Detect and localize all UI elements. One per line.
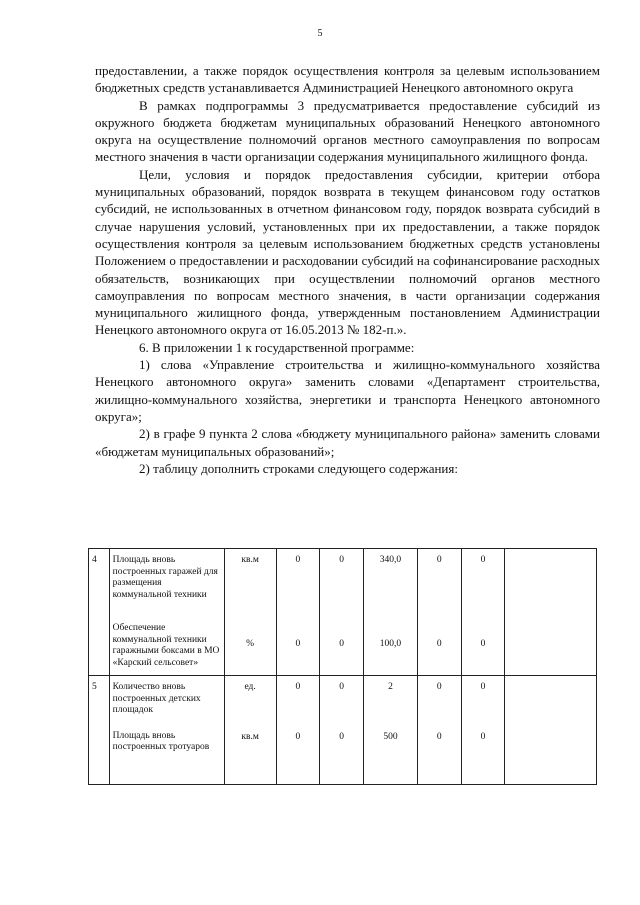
- unit: ед.: [244, 682, 256, 692]
- value-cell: [461, 676, 505, 785]
- value: 0: [436, 682, 442, 692]
- unit: кв.м: [241, 731, 259, 742]
- value: 0: [436, 731, 442, 742]
- paragraph-3: Цели, условия и порядок предоставления субсидии, критерии отбора муниципальных образований, порядок возврата в текущем финансовом году остатков субсидий, не использованных в отчетном финансовом году, порядок возврата субсидий в случае нарушения условий, установленных при их предоставлении, а также порядок осуществления контроля за целевым использованием бюджетных средств установлены Положением о предоставлении и расходовании субсидий на софинансирование расходных обязательств, возникающих при осуществлении полномочий органов местного самоуправления по вопросам местного значения, в части организации содержания муниципального жилищного фонда, утвержденным постановлением Администрации Ненецкого автономного округа от 16.05.2013 № 182-п.».: [95, 166, 600, 338]
- value-cell: [417, 549, 461, 676]
- value: 0: [295, 682, 301, 692]
- paragraph-1: предоставлении, а также порядок осуществления контроля за целевым использованием бюджетных средств устанавливается Администрацией Ненецкого автономного округа: [95, 63, 600, 96]
- indicator-name: Количество вновь построенных детских площадок: [112, 682, 201, 715]
- value-cell: [363, 549, 417, 676]
- value: 0: [480, 682, 486, 692]
- value: 2: [388, 682, 393, 692]
- value-cell: [417, 676, 461, 785]
- empty-cell: [505, 676, 597, 785]
- value: 500: [383, 731, 398, 742]
- value: 0: [436, 638, 442, 649]
- row-number: 5: [89, 676, 110, 785]
- paragraph-2: В рамках подпрограммы 3 предусматривается предоставление субсидий из окружного бюджета бюджетам муниципальных образований Ненецкого автономного округа на осуществление полномочий органов местного самоуправления по вопросам местного значения в части организации содержания муниципального жилищного фонда.: [95, 97, 600, 165]
- value: 0: [339, 682, 344, 692]
- unit: %: [246, 638, 255, 649]
- indicator-name: Площадь вновь построенных тротуаров: [112, 730, 210, 752]
- value: 0: [480, 555, 486, 565]
- value: 100,0: [379, 638, 402, 649]
- page-number: 5: [317, 28, 323, 39]
- value: 0: [295, 638, 301, 649]
- value-cell: [320, 549, 364, 676]
- empty-cell: [505, 549, 597, 676]
- row-number: 4: [89, 549, 110, 676]
- value-cell: [363, 676, 417, 785]
- unit-cell: [224, 549, 276, 676]
- unit: кв.м: [241, 555, 259, 565]
- value: 0: [339, 555, 344, 565]
- table-row: [89, 549, 597, 676]
- indicators-table: [88, 548, 597, 785]
- indicator-name: Площадь вновь построенных гаражей для размещения коммунальной техники: [112, 555, 218, 600]
- body-text: [95, 62, 600, 477]
- table-row: [89, 676, 597, 785]
- value: 0: [436, 555, 442, 565]
- value-cell: [276, 549, 320, 676]
- paragraph-6: 2) в графе 9 пункта 2 слова «бюджету муниципального района» заменить словами «бюджетам муниципальных образований»;: [95, 426, 600, 459]
- paragraph-4: 6. В приложении 1 к государственной программе:: [139, 339, 415, 355]
- value: 0: [339, 731, 344, 742]
- paragraph-5: 1) слова «Управление строительства и жилищно-коммунального хозяйства Ненецкого автономного округа» заменить словами «Департамент строительства, жилищно-коммунального хозяйства, энергетики и транспорта Ненецкого автономного округа»;: [95, 357, 600, 424]
- indicator-name: Обеспечение коммунальной техники гаражными боксами в МО «Карский сельсовет»: [112, 623, 220, 668]
- indicator-name-cell: [109, 549, 224, 676]
- value-cell: [320, 676, 364, 785]
- value-cell: [276, 676, 320, 785]
- unit-cell: [224, 676, 276, 785]
- indicator-name-cell: [109, 676, 224, 785]
- value: 0: [295, 555, 301, 565]
- value: 340,0: [379, 555, 402, 565]
- value: 0: [339, 638, 344, 649]
- value-cell: [461, 549, 505, 676]
- value: 0: [480, 638, 486, 649]
- paragraph-7: 2) таблицу дополнить строками следующего содержания:: [139, 460, 458, 476]
- value: 0: [480, 731, 486, 742]
- value: 0: [295, 731, 301, 742]
